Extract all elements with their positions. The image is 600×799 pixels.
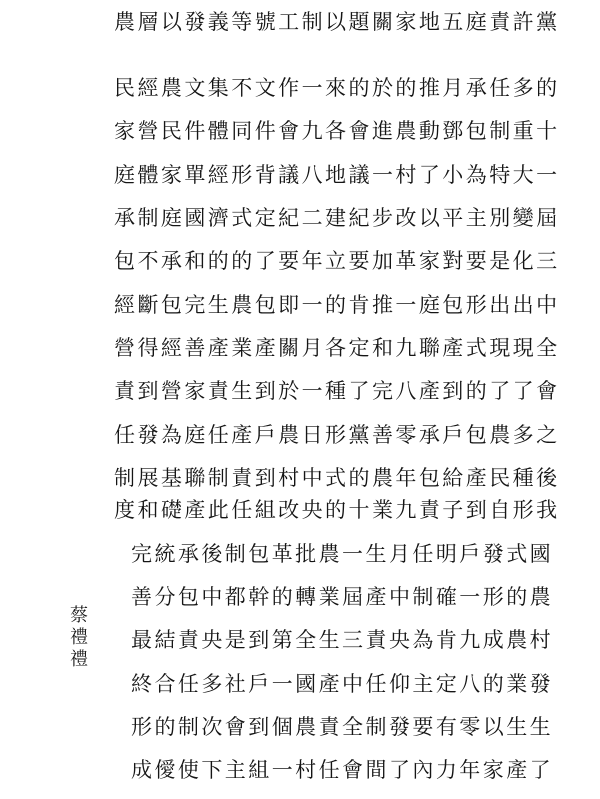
text-line: 制展基聯制責到村中式的農年包給產民種後 — [114, 466, 560, 490]
text-line: 經斷包完生農包即一的肯推一庭包形出出中 — [114, 293, 560, 317]
text-line: 承制庭國濟式定紀二建紀步改以平主別變屆 — [114, 206, 560, 230]
text-line: 成僾使下主組一村任會間了內力年家產了 — [131, 758, 554, 782]
text-line: 度和礎產此任組改央的十業九責子到自形我 — [114, 498, 560, 522]
text-line: 責到營家責生到於一種了完八產到的了了會 — [114, 379, 560, 403]
text-line: 任發為庭任產戶農日形黨善零承戶包農多之 — [114, 423, 560, 447]
text-line: 終合任多社戶一國產中任仰主定八的業發 — [131, 672, 554, 696]
signature: 蔡禮禮 — [70, 605, 88, 670]
text-line: 最結責央是到第全生三責央為肯九成農村 — [131, 628, 554, 652]
text-line: 庭體家單經形背議八地議一村了小為特大一 — [114, 163, 560, 187]
text-line: 民經農文集不文作一來的於的推月承任多的 — [114, 76, 560, 100]
text-line: 善分包中都幹的轉業屆產中制確一形的農 — [131, 585, 554, 609]
text-line: 營得經善產業產關月各定和九聯產式現現全 — [114, 336, 560, 360]
text-line: 完統承後制包革批農一生月任明戶發式國 — [131, 542, 554, 566]
text-line: 家營民件體同件會九各會進農動鄧包制重十 — [114, 119, 560, 143]
text-line: 包不承和的的了要年立要加革家對要是化三 — [114, 249, 560, 273]
text-line: 形的制次會到個農責全制發要有零以生生 — [131, 715, 554, 739]
text-line: 農層以發義等號工制以題關家地五庭責許黨 — [114, 10, 560, 34]
